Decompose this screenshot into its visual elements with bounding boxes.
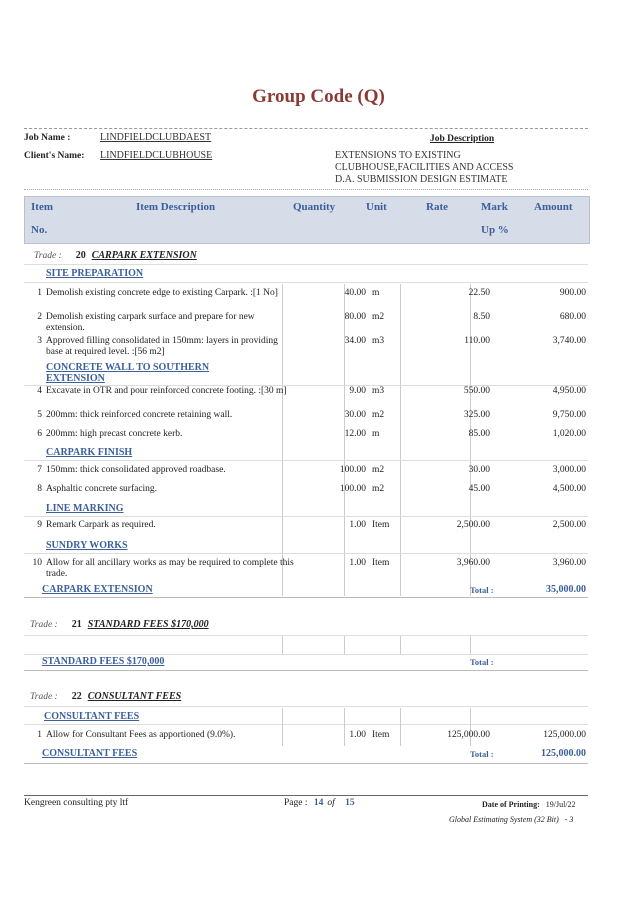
trade-label: Trade : [34, 251, 62, 261]
trade-number: 20 [75, 250, 86, 261]
trade-header [30, 691, 181, 702]
col-item: Item [31, 201, 53, 213]
section-title: LINE MARKING [46, 503, 124, 514]
section-title: CARPARK FINISH [46, 447, 133, 458]
job-description [335, 150, 513, 186]
section-title: SUNDRY WORKS [46, 540, 128, 551]
trade-label: Trade : [30, 692, 58, 702]
job-description-line: CLUBHOUSE,FACILITIES AND ACCESS [335, 162, 514, 173]
page-title: Group Code (Q) [252, 86, 385, 107]
job-name: LINDFIELDCLUBDAEST [100, 132, 212, 143]
col-quantity: Quantity [293, 201, 336, 213]
trade-total-label: Total : [470, 749, 494, 759]
job-description-label: Job Description [430, 134, 495, 144]
trade-header [34, 250, 197, 261]
trade-total-name: CONSULTANT FEES [42, 748, 138, 759]
trade-total-amount: 35,000.00 [546, 584, 586, 595]
trade-name: CONSULTANT FEES [87, 691, 182, 702]
client-name: LINDFIELDCLUBHOUSE [100, 150, 213, 161]
client-name-label: Client's Name: [24, 151, 85, 161]
job-description-line: D.A. SUBMISSION DESIGN ESTIMATE [335, 174, 508, 185]
col-mark: Mark [481, 201, 508, 213]
trade-total-amount: 125,000.00 [541, 748, 586, 759]
job-name-label: Job Name : [24, 133, 71, 143]
trade-total-name: STANDARD FEES $170,000 [42, 656, 165, 667]
table-header [24, 196, 590, 244]
system-name: Global Estimating System (32 Bit) - 3 [449, 815, 574, 824]
col-amount: Amount [534, 201, 573, 213]
trade-name: CARPARK EXTENSION [91, 250, 197, 261]
section-title: CONCRETE WALL TO SOUTHERN EXTENSION [46, 362, 210, 384]
print-date: Date of Printing: 19/Jul/22 [482, 800, 576, 809]
col-up: Up % [481, 224, 509, 236]
trade-total-name: CARPARK EXTENSION [42, 584, 153, 595]
trade-total-label: Total : [470, 585, 494, 595]
col-no: No. [31, 224, 48, 236]
trade-name: STANDARD FEES $170,000 [87, 619, 209, 630]
trade-number: 21 [71, 619, 82, 630]
section-title: CONSULTANT FEES [44, 711, 140, 722]
trade-header [30, 619, 209, 630]
col-unit: Unit [366, 201, 387, 213]
section-title: SITE PREPARATION [46, 268, 144, 279]
trade-label: Trade : [30, 620, 58, 630]
page-number: Page : 14 of 15 [284, 798, 355, 808]
company-name: Kengreen consulting pty ltf [24, 798, 129, 808]
col-rate: Rate [426, 201, 448, 213]
col-description: Item Description [136, 201, 216, 213]
trade-number: 22 [71, 691, 82, 702]
trade-total-label: Total : [470, 657, 494, 667]
job-description-line: EXTENSIONS TO EXISTING [335, 150, 461, 161]
